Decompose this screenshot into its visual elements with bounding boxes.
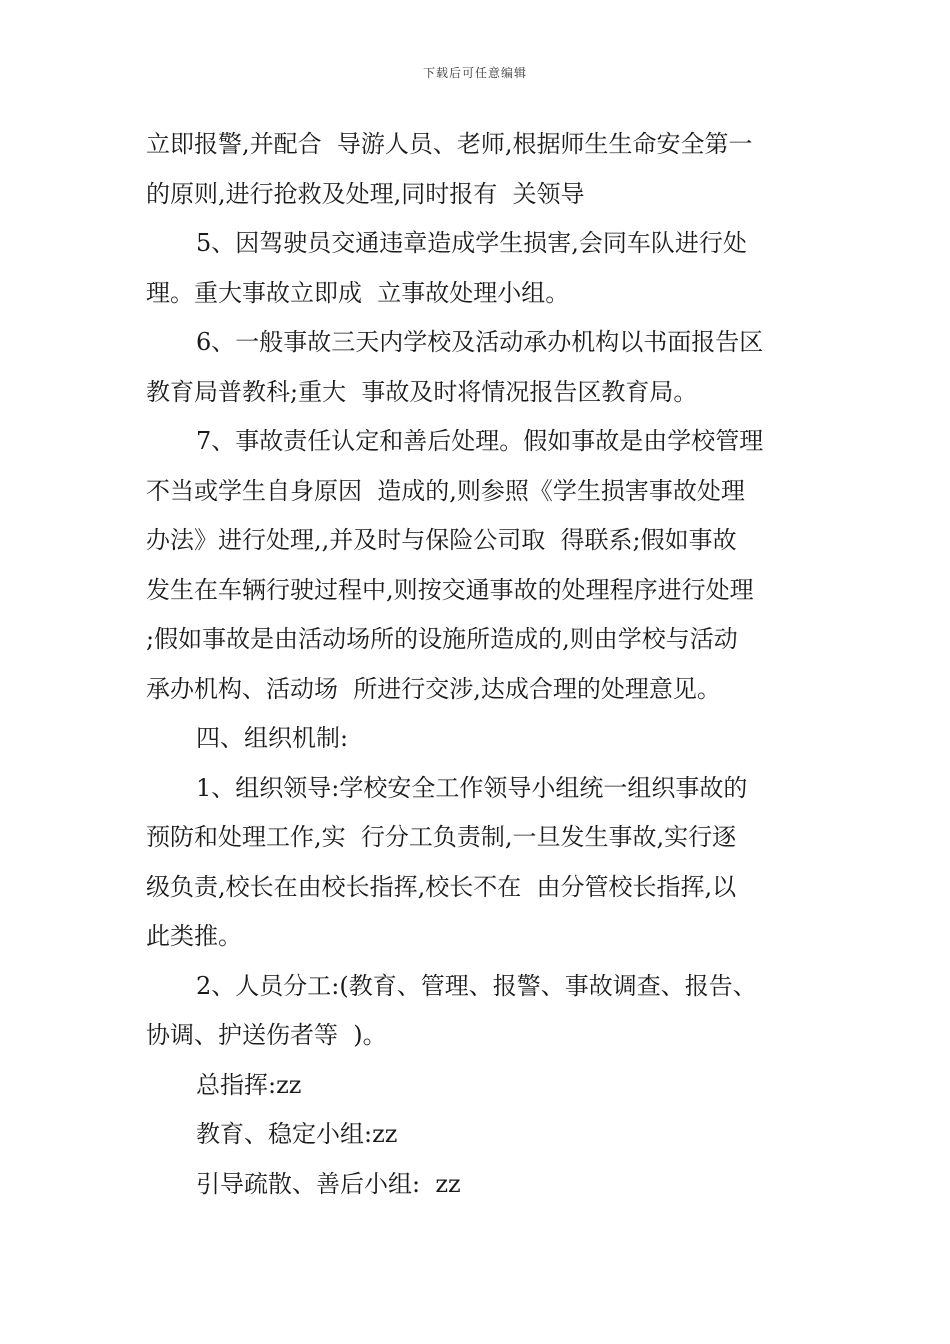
text-line: 发生在车辆行驶过程中,则按交通事故的处理程序进行处理 [146,575,754,604]
text-line: 协调、护送伤者等 )。 [146,1021,387,1049]
text-line: ;假如事故是由活动场所的设施所造成的,则由学校与活动 [146,625,738,653]
text-line: 办法》进行处理,,并及时与保险公司取 得联系;假如事故 [146,526,737,554]
text-line: 5、因驾驶员交通违章造成学生损害,会同车队进行处 [196,229,747,257]
text-line: 总指挥:zz [196,1070,302,1099]
text-line: 6、一般事故三天内学校及活动承办机构以书面报告区 [196,328,764,356]
text-line: 承办机构、活动场 所进行交涉,达成合理的处理意见。 [146,674,721,703]
text-line: 2、人员分工:(教育、管理、报警、事故调查、报告、 [196,971,757,1000]
text-line: 的原则,进行抢救及处理,同时报有 关领导 [146,179,585,208]
document-body [146,120,810,1209]
text-line: 理。重大事故立即成 立事故处理小组。 [146,278,570,307]
text-line: 教育、稳定小组:zz [196,1120,398,1148]
text-line: 此类推。 [146,922,242,950]
page-header-note: 下载后可任意编辑 [422,66,527,80]
text-line: 1、组织领导:学校安全工作领导小组统一组织事故的 [196,773,748,802]
text-line: 级负责,校长在由校长指挥,校长不在 由分管校长指挥,以 [146,872,737,901]
text-line: 教育局普教科;重大 事故及时将情况报告区教育局。 [146,377,698,406]
text-line: 立即报警,并配合 导游人员、老师,根据师生生命安全第一 [146,130,753,158]
text-line: 预防和处理工作,实 行分工负责制,一旦发生事故,实行逐 [146,823,737,851]
text-line: 7、事故责任认定和善后处理。假如事故是由学校管理 [196,427,764,455]
text-line: 不当或学生自身原因 造成的,则参照《学生损害事故处理 [146,476,745,505]
text-line: 引导疏散、善后小组: zz [196,1169,461,1198]
section-heading: 四、组织机制: [196,724,349,752]
